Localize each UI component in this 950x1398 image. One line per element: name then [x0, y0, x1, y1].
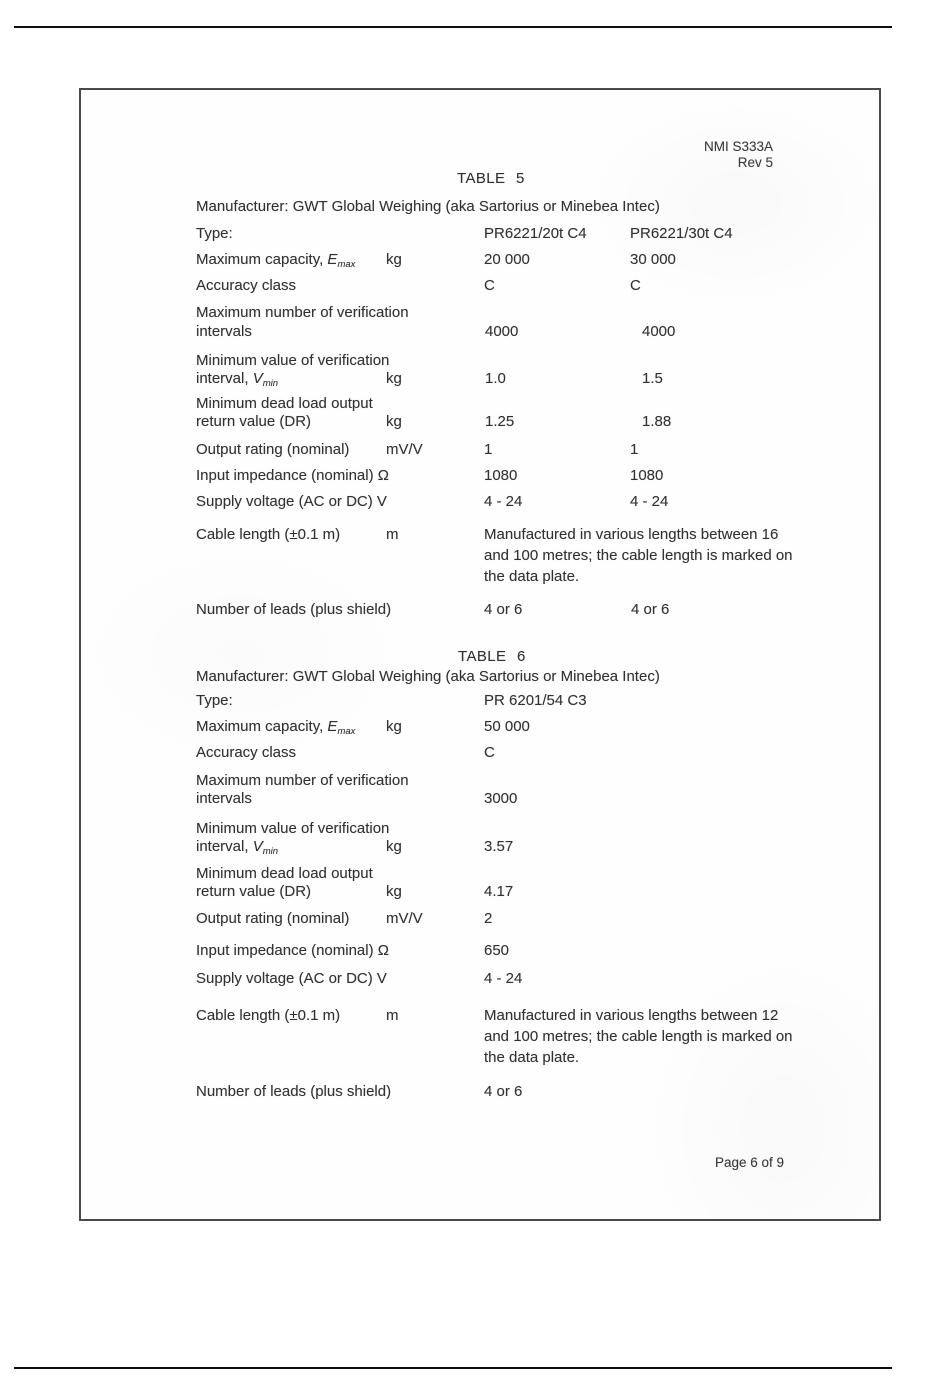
- t5-vmin-symbol-sub: min: [262, 378, 279, 389]
- t5-capacity-value-2: 30 000: [630, 251, 676, 268]
- t5-vmin-symbol: V: [252, 370, 263, 387]
- t6-dr-label-line2: return value (DR): [196, 883, 312, 900]
- bottom-rule: [14, 1367, 892, 1369]
- table6-manufacturer: Manufacturer: GWT Global Weighing (aka Sartorius or Minebea Intec): [196, 668, 660, 685]
- t5-type-label: Type:: [196, 225, 233, 242]
- t6-supply-value-1: 4 - 24: [484, 970, 523, 987]
- t5-dr-value-2: 1.88: [642, 413, 672, 430]
- t6-output-value-1: 2: [484, 910, 493, 927]
- t5-output-value-2: 1: [630, 441, 639, 458]
- t5-leads-value-2: 4 or 6: [631, 601, 670, 618]
- t6-capacity-unit: kg: [386, 718, 402, 735]
- top-rule: [14, 26, 892, 28]
- t6-intervals-value-1: 3000: [484, 790, 518, 807]
- t5-vmin-unit: kg: [386, 370, 402, 387]
- t6-vmin-symbol: V: [252, 838, 263, 855]
- t6-vmin-label-text: interval,: [196, 838, 253, 855]
- t5-dr-label-line1: Minimum dead load output: [196, 395, 373, 412]
- t6-output-label: Output rating (nominal): [196, 910, 350, 927]
- t6-capacity-label: [196, 718, 355, 737]
- t6-vmin-symbol-sub: min: [262, 846, 279, 857]
- t5-capacity-label: [196, 251, 355, 270]
- t5-intervals-label-line2: intervals: [196, 323, 252, 340]
- t6-output-unit: mV/V: [386, 910, 423, 927]
- t6-dr-unit: kg: [386, 883, 402, 900]
- t5-accuracy-value-1: C: [484, 277, 495, 294]
- t6-cable-label: Cable length (±0.1 m): [196, 1007, 341, 1024]
- t5-intervals-value-1: 4000: [485, 323, 519, 340]
- t6-dr-label-line1: Minimum dead load output: [196, 865, 373, 882]
- t6-vmin-label-line1: Minimum value of verification: [196, 820, 390, 837]
- t6-vmin-unit: kg: [386, 838, 402, 855]
- t5-capacity-symbol: E: [327, 251, 338, 268]
- t5-leads-value-1: 4 or 6: [484, 601, 523, 618]
- t5-capacity-label-text: Maximum capacity,: [196, 251, 328, 268]
- t6-accuracy-label: Accuracy class: [196, 744, 297, 761]
- t6-capacity-value-1: 50 000: [484, 718, 530, 735]
- t6-leads-value-1: 4 or 6: [484, 1083, 523, 1100]
- t6-cable-note: Manufactured in various lengths between 12 and 100 metres; the cable length is marked on the data plate.: [484, 1007, 793, 1066]
- t6-intervals-label-line2: intervals: [196, 790, 252, 807]
- t5-impedance-label: Input impedance (nominal) Ω: [196, 467, 389, 484]
- t5-leads-label: Number of leads (plus shield): [196, 601, 392, 618]
- t5-impedance-value-2: 1080: [630, 467, 664, 484]
- t5-vmin-value-2: 1.5: [642, 370, 663, 387]
- t5-cable-note: Manufactured in various lengths between 16 and 100 metres; the cable length is marked on the data plate.: [484, 526, 793, 585]
- t5-cable-unit: m: [386, 526, 399, 543]
- t5-vmin-label-line2: [196, 370, 278, 389]
- doc-code: NMI S333A: [703, 139, 773, 154]
- t6-vmin-value-1: 3.57: [484, 838, 514, 855]
- t6-capacity-label-text: Maximum capacity,: [196, 718, 328, 735]
- page-number: Page 6 of 9: [715, 1155, 785, 1170]
- t6-leads-label: Number of leads (plus shield): [196, 1083, 392, 1100]
- t5-vmin-value-1: 1.0: [485, 370, 506, 387]
- t5-cable-label: Cable length (±0.1 m): [196, 526, 341, 543]
- t5-impedance-value-1: 1080: [484, 467, 518, 484]
- doc-header: [573, 139, 773, 171]
- t6-dr-value-1: 4.17: [484, 883, 514, 900]
- t5-capacity-unit: kg: [386, 251, 402, 268]
- t5-output-label: Output rating (nominal): [196, 441, 350, 458]
- t5-output-value-1: 1: [484, 441, 493, 458]
- t6-impedance-value-1: 650: [484, 942, 510, 959]
- t6-impedance-label: Input impedance (nominal) Ω: [196, 942, 389, 959]
- t6-cable-unit: m: [386, 1007, 399, 1024]
- t5-capacity-value-1: 20 000: [484, 251, 530, 268]
- t5-supply-label: Supply voltage (AC or DC) V: [196, 493, 387, 510]
- t5-vmin-label-text: interval,: [196, 370, 253, 387]
- t5-accuracy-label: Accuracy class: [196, 277, 297, 294]
- t5-intervals-label-line1: Maximum number of verification: [196, 304, 409, 321]
- t6-capacity-symbol-sub: max: [337, 726, 356, 737]
- t5-dr-value-1: 1.25: [485, 413, 515, 430]
- t6-type-value-1: PR 6201/54 C3: [484, 692, 587, 709]
- t5-type-value-2: PR6221/30t C4: [630, 225, 733, 242]
- doc-revision: Rev 5: [737, 155, 773, 170]
- t6-type-label: Type:: [196, 692, 233, 709]
- t5-vmin-label-line1: Minimum value of verification: [196, 352, 390, 369]
- t5-type-value-1: PR6221/20t C4: [484, 225, 587, 242]
- table6-title: TABLE 6: [458, 648, 526, 665]
- t5-dr-label-line2: return value (DR): [196, 413, 312, 430]
- t6-intervals-label-line1: Maximum number of verification: [196, 772, 409, 789]
- t6-capacity-symbol: E: [327, 718, 338, 735]
- t5-dr-unit: kg: [386, 413, 402, 430]
- t5-intervals-value-2: 4000: [642, 323, 676, 340]
- t6-accuracy-value-1: C: [484, 744, 495, 761]
- table5-title: TABLE 5: [457, 170, 525, 187]
- t5-supply-value-2: 4 - 24: [630, 493, 669, 510]
- t5-capacity-symbol-sub: max: [337, 259, 356, 270]
- t6-supply-label: Supply voltage (AC or DC) V: [196, 970, 387, 987]
- t5-supply-value-1: 4 - 24: [484, 493, 523, 510]
- t6-vmin-label-line2: [196, 838, 278, 857]
- t5-output-unit: mV/V: [386, 441, 423, 458]
- t5-accuracy-value-2: C: [630, 277, 641, 294]
- table5-manufacturer: Manufacturer: GWT Global Weighing (aka Sartorius or Minebea Intec): [196, 198, 660, 215]
